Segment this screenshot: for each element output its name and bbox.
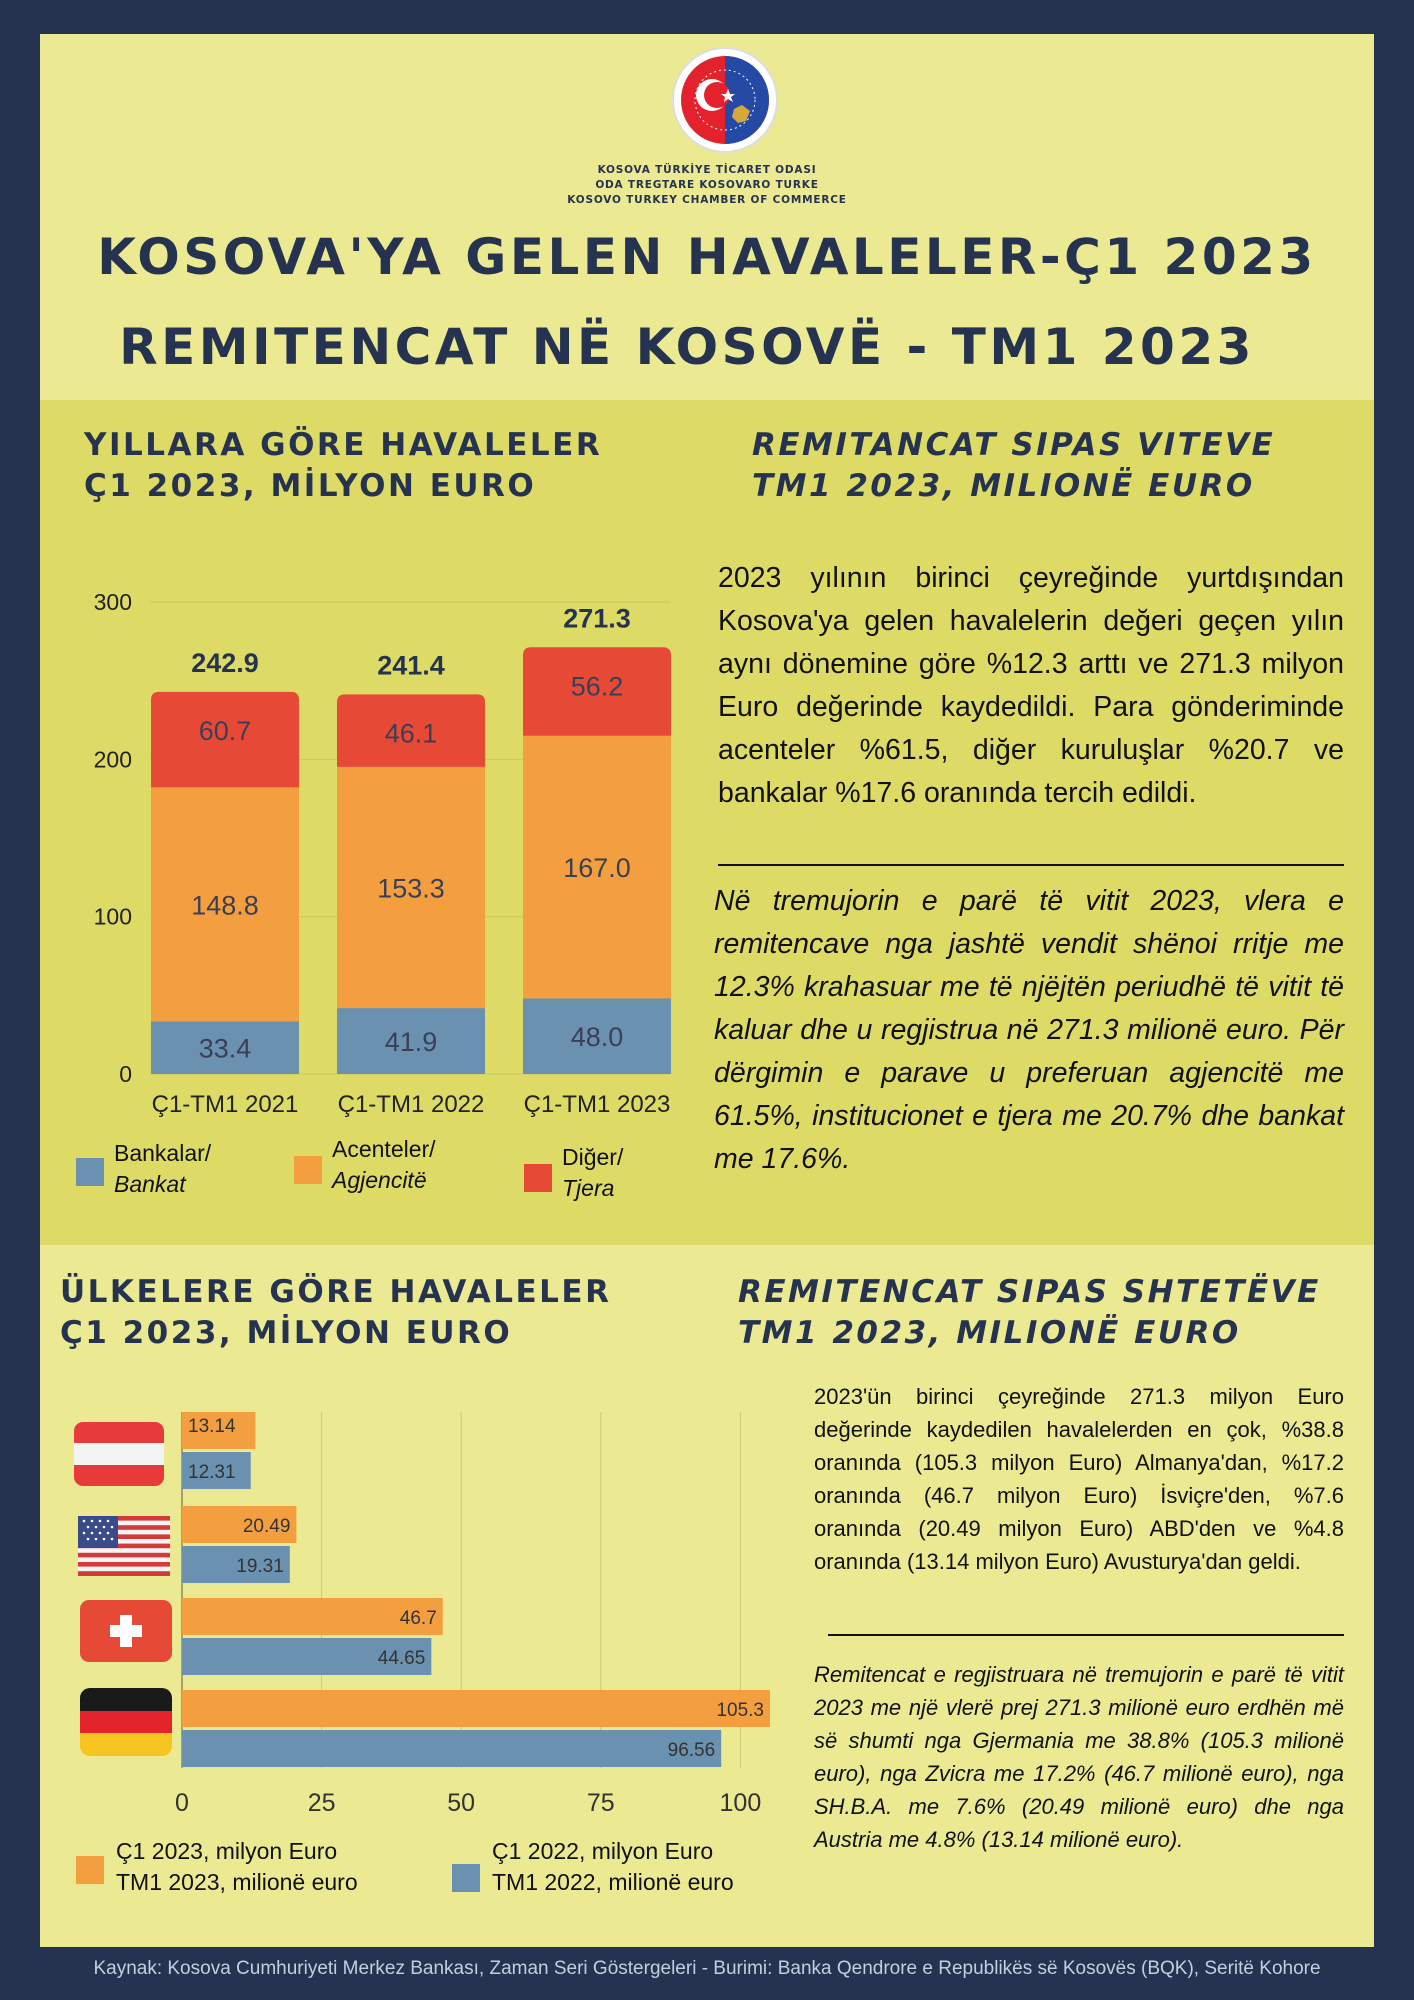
section1-heading-sq-line2: TM1 2023, MILIONË EURO	[752, 468, 1255, 504]
legend-swatch-banks	[76, 1158, 104, 1186]
bar-total-label: 242.9	[191, 647, 259, 678]
legend-label-agencies-tr: Acenteler/	[332, 1136, 436, 1162]
bar-value-label: 153.3	[377, 873, 445, 904]
section2-heading-sq	[738, 1272, 1321, 1354]
section1-heading-sq-line1: REMITANCAT SIPAS VITEVE	[752, 427, 1276, 463]
section1-heading-sq	[752, 425, 1275, 507]
section2-divider	[828, 1634, 1344, 1636]
legend-item-banks	[76, 1138, 276, 1208]
legend-label-2023-line2: TM1 2023, milionë euro	[116, 1869, 358, 1895]
section1-text-sq: Në tremujorin e parë të vitit 2023, vlera e remitencave nga jashtë vendit shënoi rritje me 12.3% krahasuar me të njëjtën periudhë të vitit të kaluar dhe u regjistrua në 271.3 milionë euro. Për dërgimin e parave u preferuan agjencitë me 61.5%, institucionet e tjera me 20.7% dhe bankat me 17.6%.	[714, 885, 1344, 1175]
legend-swatch-agencies	[294, 1156, 322, 1184]
legend-label-2023-line1: Ç1 2023, milyon Euro	[116, 1838, 338, 1864]
bar-total-label: 241.4	[377, 650, 445, 681]
bar	[182, 1690, 770, 1727]
section1-heading-tr-line2: Ç1 2023, MİLYON EURO	[84, 468, 537, 504]
bar-value-label: 148.8	[191, 890, 259, 921]
bar-value-label: 167.0	[563, 853, 631, 884]
legend-label-2022-line1: Ç1 2022, milyon Euro	[492, 1838, 714, 1864]
y-tick-label: 200	[93, 746, 132, 773]
bar-value-label: 41.9	[384, 1027, 438, 1058]
section2-heading-tr-line2: Ç1 2023, MİLYON EURO	[60, 1315, 513, 1351]
bar	[182, 1730, 721, 1767]
legend-item-other	[524, 1142, 664, 1212]
source-footer: Kaynak: Kosova Cumhuriyeti Merkez Bankası, Zaman Seri Göstergeleri - Burimi: Banka Qendrore e Republikës së Kosovës (BQK), Seritë Kohore	[93, 1958, 1321, 1979]
bar-value-label: 46.1	[384, 718, 438, 749]
bar-total-label: 271.3	[563, 603, 631, 634]
x-tick-label: 50	[447, 1789, 476, 1817]
bar-value-label: 48.0	[570, 1022, 624, 1053]
legend-label-2022-line2: TM1 2022, milionë euro	[492, 1869, 734, 1895]
legend-swatch-2023	[76, 1856, 104, 1884]
section2-heading-sq-line2: TM1 2023, MILIONË EURO	[738, 1315, 1241, 1351]
x-category-label: Ç1-TM1 2021	[151, 1091, 299, 1118]
legend-label-banks-tr: Bankalar/	[114, 1140, 212, 1166]
section1-text-tr: 2023 yılının birinci çeyreğinde yurtdışından Kosova'ya gelen havalelerin değeri geçen yılın aynı dönemine göre %12.3 arttı ve 271.3 milyon Euro değerinde kaydedildi. Para gönderiminde acenteler %61.5, diğer kuruluşlar %20.7 ve bankalar %17.6 oranında tercih edildi.	[718, 562, 1344, 809]
section1-heading-tr-line1: YILLARA GÖRE HAVALELER	[84, 427, 603, 463]
legend-label-other-sq: Tjera	[562, 1175, 615, 1201]
section1-heading-tr	[84, 425, 602, 507]
bar-value-label: 20.49	[242, 1516, 291, 1537]
x-tick-label: 0	[175, 1789, 189, 1817]
bar-value-label: 12.31	[188, 1462, 236, 1483]
section2-heading-sq-line1: REMITENCAT SIPAS SHTETËVE	[738, 1274, 1321, 1310]
bar-value-label: 96.56	[667, 1740, 716, 1761]
bar-value-label: 60.7	[198, 715, 252, 746]
section2-text-sq: Remitencat e regjistruara në tremujorin e parë të vitit 2023 me një vlerë prej 271.3 milionë euro erdhën më së shumti nga Gjermania me 38.8% (105.3 milionë euro), nga Zvicra me 17.2% (46.7 milionë euro), nga SH.B.A. me 7.6% (20.49 milionë euro) dhe nga Austria me 4.8% (13.14 milionë euro).	[814, 1662, 1344, 1852]
x-category-label: Ç1-TM1 2022	[337, 1091, 485, 1118]
x-tick-label: 25	[307, 1789, 336, 1817]
section2-heading-tr	[60, 1272, 611, 1354]
section1-divider	[718, 864, 1344, 866]
x-tick-label: 75	[586, 1789, 615, 1817]
bar-value-label: 44.65	[377, 1648, 426, 1669]
legend-label-other-tr: Diğer/	[562, 1144, 624, 1170]
org-name-sq: ODA TREGTARE KOSOVARO TURKE	[595, 179, 819, 191]
yearly-remittances-chart	[60, 560, 700, 1120]
bar-value-label: 105.3	[716, 1700, 764, 1721]
chamber-logo	[670, 45, 780, 155]
legend-item-agencies	[294, 1134, 494, 1204]
legend-label-agencies-sq: Agjencitë	[332, 1167, 427, 1193]
section2-heading-tr-line1: ÜLKELERE GÖRE HAVALELER	[60, 1274, 612, 1310]
country-remittances-chart	[150, 1400, 790, 1820]
legend-label-banks-sq: Bankat	[114, 1171, 186, 1197]
bar-value-label: 46.7	[399, 1608, 437, 1629]
y-tick-label: 100	[93, 903, 132, 930]
org-name-tr: KOSOVA TÜRKİYE TİCARET ODASI	[597, 164, 817, 176]
bar-value-label: 33.4	[198, 1033, 252, 1064]
legend-swatch-other	[524, 1164, 552, 1192]
title-albanian: REMITENCAT NË KOSOVË - TM1 2023	[119, 318, 1255, 376]
section2-text-tr: 2023'ün birinci çeyreğinde 271.3 milyon Euro değerinde kaydedilen havalelerden en çok, %38.8 oranında (105.3 milyon Euro) Almanya'dan, %17.2 oranında (46.7 milyon Euro) İsviçre'den, %7.6 oranında (20.49 milyon Euro) ABD'den ve %4.8 oranında (13.14 milyon Euro) Avusturya'dan geldi.	[814, 1384, 1344, 1574]
legend-item-2022	[452, 1836, 782, 1902]
y-tick-label: 300	[93, 589, 132, 615]
legend-item-2023	[76, 1836, 406, 1902]
y-tick-label: 0	[119, 1061, 132, 1087]
organization-names	[400, 163, 1014, 208]
org-name-en: KOSOVO TURKEY CHAMBER OF COMMERCE	[567, 194, 847, 206]
title-turkish: KOSOVA'YA GELEN HAVALELER-Ç1 2023	[97, 228, 1317, 286]
x-tick-label: 100	[719, 1789, 762, 1817]
bar-value-label: 56.2	[570, 671, 624, 702]
bar-value-label: 13.14	[188, 1416, 236, 1437]
legend-swatch-2022	[452, 1864, 480, 1892]
x-category-label: Ç1-TM1 2023	[523, 1091, 671, 1118]
bar-value-label: 19.31	[236, 1556, 284, 1577]
